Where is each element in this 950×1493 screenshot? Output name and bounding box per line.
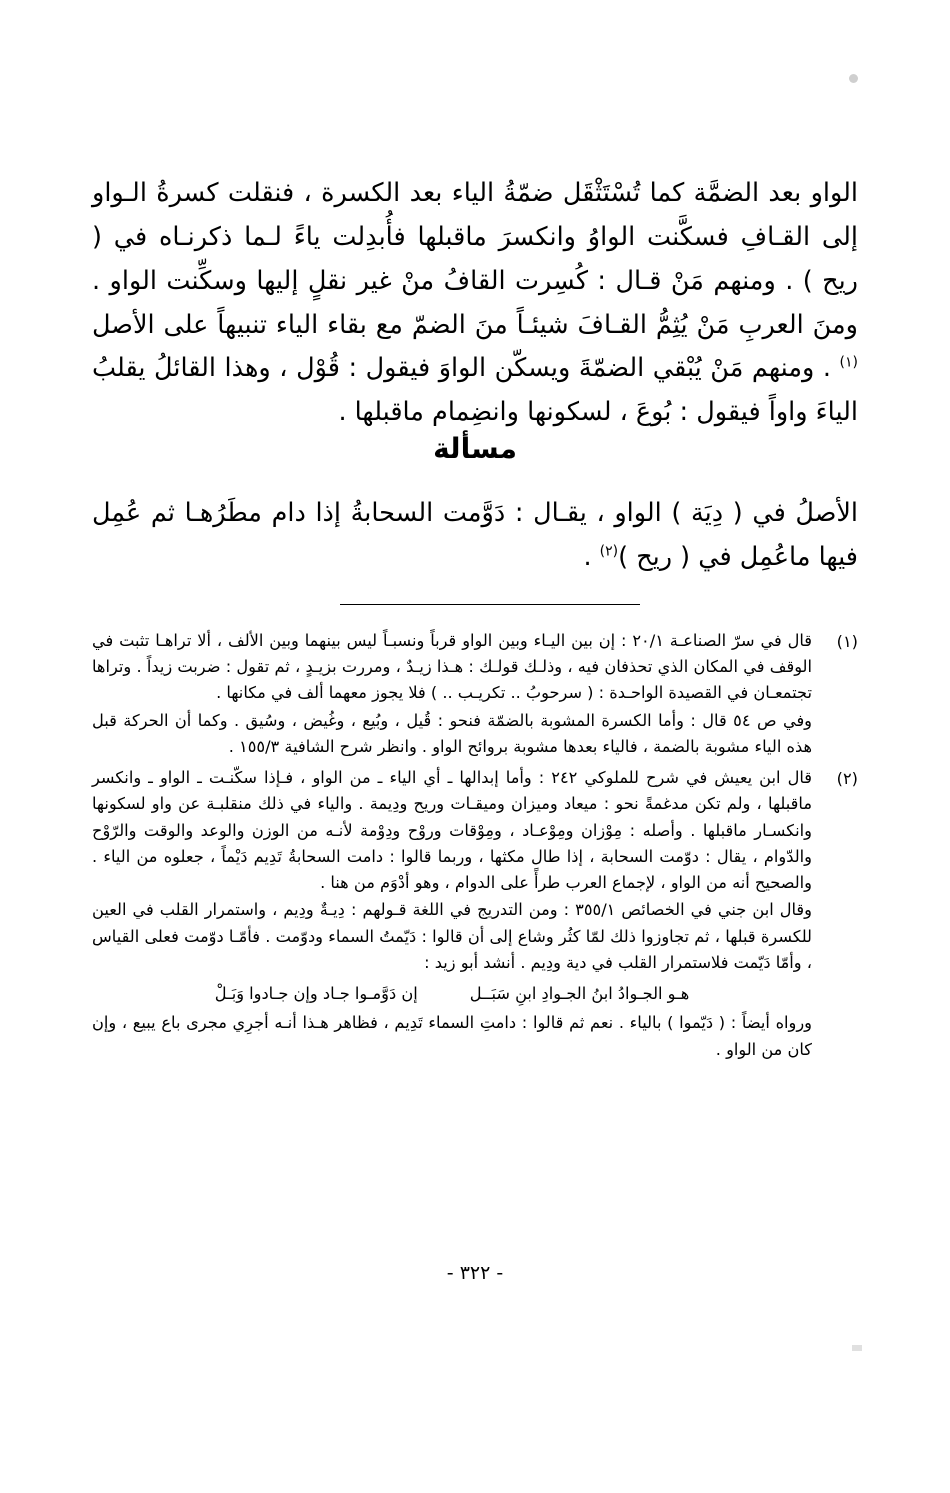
second-text-part-1: الأصلُ في ( دِيَة ) الواو ، يقـال : دَوَّمت السحابةُ إذا دام مطَرُهـا ثم عُمِل فيها ماعُمِل في ( ريح )	[92, 498, 858, 572]
footnote-marker: (٢)	[836, 769, 858, 789]
footnote-item	[92, 628, 858, 761]
footnote-ref-2: (٢)	[599, 543, 619, 560]
verse-hemistich-right: هـو الجـوادُ ابنُ الجـوادِ ابنِ سَبَــل	[469, 984, 690, 1004]
footnote-paragraph: قال في سرّ الصناعـة ٢٠/١ : إن بين اليـاء وبين الواو قرباً ونسبـاً ليس بينهما وبين الألف ، ألا تراهـا تثبت في الوقف في المكان الذي تحذفان فيه ، وذلـك قولـك : هـذا زيـدٌ ، ومررت بزيـدٍ ، ثم تقول : ضربت زيداً . وتراها تجتمعـان في القصيدة الواحـدة : ( سرحوبُ .. تكريـب .. ) فلا يجوز معهما ألف في مكانها .	[92, 631, 813, 703]
main-text-part-2: . ومنهم مَنْ يُبْقي الضمّةَ ويسكّن الواوَ فيقول : قُوْل ، وهذا القائلُ يقلبُ الياءَ واواً فيقول : بُوعَ ، لسكونها وانضِمام ماقبلها .	[92, 353, 858, 428]
main-text-part-1: الواو بعد الضمَّة كما تُسْتَثْقَل ضمّةُ الياء بعد الكسرة ، فنقلت كسرةُ الـواو إلى القـافِ فسكَّنت الواوُ وانكسرَ ماقبلها فأُبدِلت ياءً لـما ذكرنـاه في ( ريح ) . ومنهم مَنْ قـال : كُسِرت القافُ منْ غير نقلٍ إليها وسكِّنت الواو . ومنَ العربِ مَنْ يُثِمُّ القـافَ شيئـاً منَ الضمّ مع بقاء الياء تنبيهاً على الأصل	[92, 178, 858, 340]
second-body-text	[92, 492, 858, 580]
verse-line	[92, 981, 812, 1007]
footnote-marker: (١)	[836, 632, 858, 651]
footnote-paragraph: وفي ص ٥٤ قال : وأما الكسرة المشوبة بالضمّة فنحو : قُيل ، وبُيع ، وغُيض ، وسُيق . وكما أن الحركة قبل هذه الياء مشوبة بالضمة ، فالياء بعدها مشوبة بروائح الواو . وانظر شرح الشافية ١٥٥/٣ .	[92, 710, 812, 756]
verse-hemistich-left: إن دَوَّمـوا جـاد وإن جـادوا وَبَـلْ	[214, 984, 418, 1004]
page-number: - ٣٢٢ -	[446, 1262, 504, 1284]
footnote-paragraph: ورواه أيضاً : ( دَيّموا ) بالياء . نعم ثم قالوا : دامتِ السماء تَدِيم ، فظاهر هـذا أنـه أجرِي مجرى باع يبيع ، وإن كان من الواو .	[92, 1013, 812, 1059]
footnote-ref-1: (١)	[839, 354, 858, 371]
second-paragraph	[92, 492, 858, 580]
footnote-paragraph: قال ابن يعيش في شرح للملوكي ٢٤٢ : وأما إبدالها ـ أي الياء ـ من الواو ، فـإذا سكّنـت ـ الواو ـ وانكسر ماقبلها ، ولم تكن مدغمةً نحو : ميعاد وميزان وميقـات وريح ودِيمة . والياء في ذلك منقلبـة عن واو لسكونها وانكسـار ماقبلها . وأصله : مِوْزان ومِوْعـاد ، ومِوْقات وروْح ودِوْمة لأنـه من الوزن والوعد والوقت والرّوْح والدّوام ، يقال : دوّمت السحابة ، إذا طال مكثها ، وربما قالوا : دامت السحابةُ تَدِيم دَيْماً ، جعلوه من الياء . والصحيح أنه من الواو ، لإجماع العرب طرأً على الدوام ، وهو أدْوَم من هنا .	[92, 768, 812, 893]
scan-artifact-top	[849, 74, 858, 83]
footnote-paragraph: وقال ابن جني في الخصائص ٣٥٥/١ : ومن التدريج في اللغة قـولهم : دِيـةٌ ودِيم ، واستمرار القلب في العين للكسرة قبلها ، ثم تجاوزوا ذلك لمّا كثُر وشاع إلى أن قالوا : دَيّمتُ السماء ودوّمت . فأمّـا دوّمت فعلى القياس ، وأمّا دَيّمت فلاستمرار القلب في دية ودِيم . أنشد أبو زيد :	[92, 900, 812, 972]
main-body-text	[92, 172, 858, 435]
footnotes-section	[92, 628, 858, 1068]
second-text-part-2: .	[583, 541, 600, 572]
footnote-body	[92, 765, 812, 1064]
footnote-divider	[340, 604, 640, 605]
main-paragraph	[92, 172, 858, 435]
section-heading: مسألة	[433, 432, 517, 465]
scan-artifact-bottom	[852, 1345, 862, 1351]
footnote-body	[92, 628, 812, 761]
footnote-item	[92, 765, 858, 1064]
